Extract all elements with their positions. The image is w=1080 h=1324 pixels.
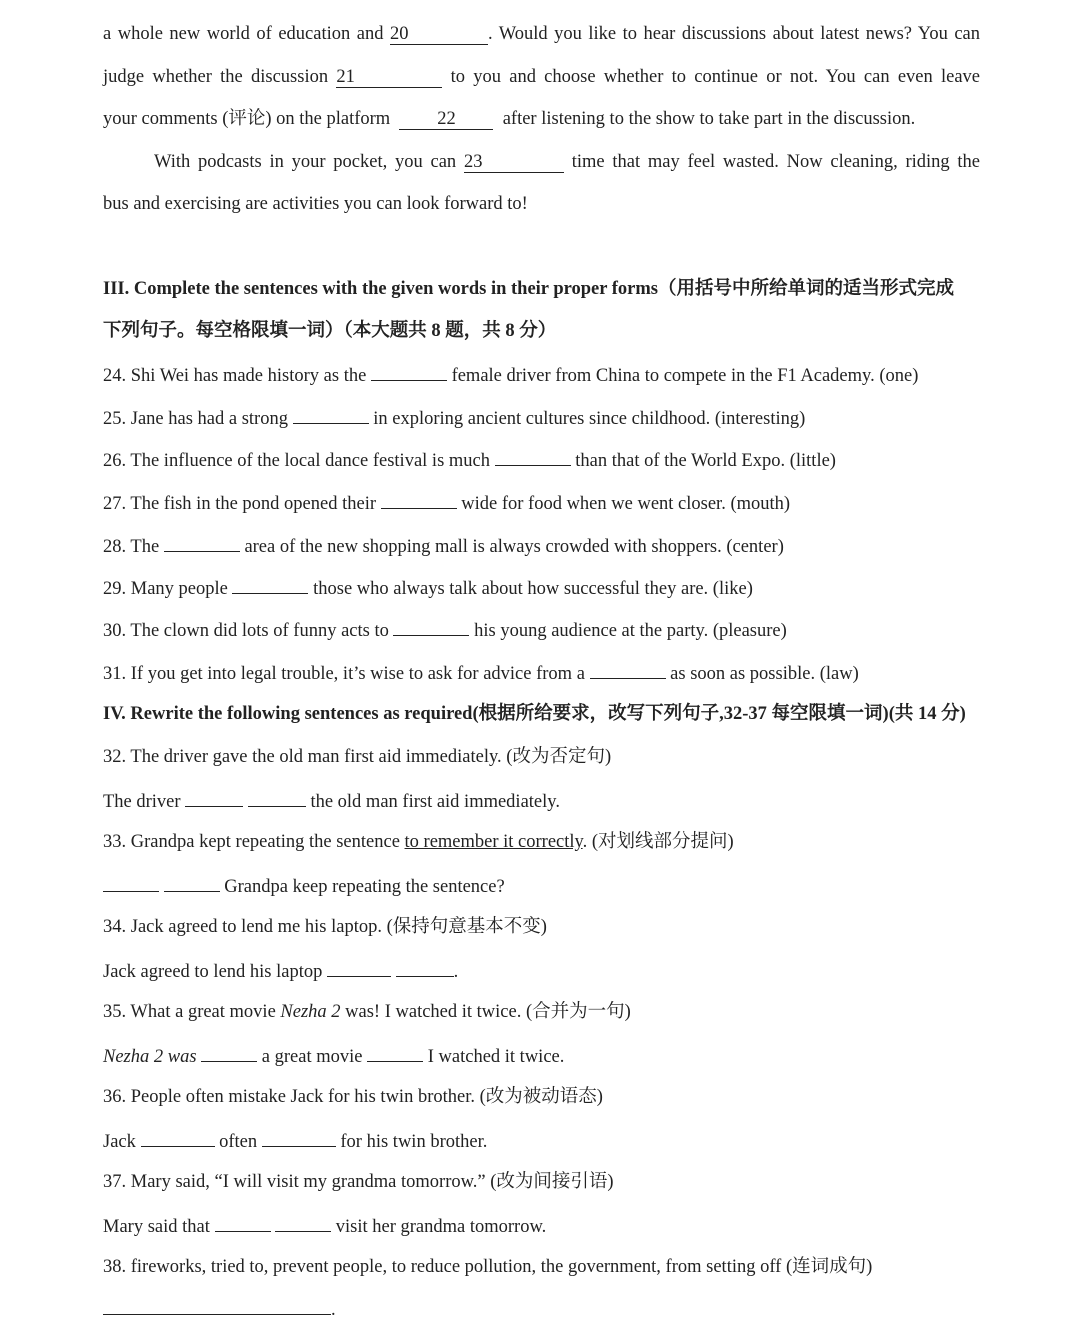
blank-22[interactable]: 22 [399,109,493,130]
question-text: was! I watched it twice. (合并为一句) [345,1002,631,1022]
answer-text: . [331,1300,336,1320]
answer-blank[interactable] [185,788,243,807]
passage-text: your comments (评论) on the platform [103,109,391,129]
answer-blank[interactable] [327,958,391,977]
question-text: area of the new shopping mall is always crowded with shoppers. (center) [244,537,784,557]
answer-38 [103,1296,980,1322]
question-text: as soon as possible. (law) [670,664,859,684]
answer-blank[interactable] [103,873,159,892]
question-text: wide for food when we went closer. (mouth) [461,494,791,514]
answer-34 [103,958,980,984]
passage-text: With podcasts in your pocket, you can [154,152,457,172]
answer-blank[interactable] [275,1213,331,1232]
question-32 [103,745,980,769]
answer-blank[interactable] [381,490,457,509]
question-37 [103,1170,980,1194]
answer-33 [103,873,980,899]
question-text: 33. Grandpa kept repeating the sentence [103,832,400,852]
section-3-heading-2 [103,319,980,343]
question-36 [103,1085,980,1109]
answer-blank[interactable] [164,533,240,552]
question-text: . (对划线部分提问) [582,832,734,852]
question-25 [103,405,980,431]
question-text: 36. People often mistake Jack for his twin brother. (改为被动语态) [103,1087,603,1107]
answer-32 [103,788,980,814]
passage-text: . Would you like to hear discussions about latest news? You can [487,24,980,44]
answer-blank[interactable] [396,958,454,977]
blank-21[interactable]: 21 [336,67,442,88]
answer-blank[interactable] [393,617,469,636]
movie-title: Nezha 2 [280,1002,341,1022]
answer-35 [103,1043,980,1069]
answer-text: Jack agreed to lend his laptop [103,962,323,982]
answer-blank[interactable] [495,447,571,466]
answer-blank[interactable] [248,788,306,807]
question-text: 27. The fish in the pond opened their [103,494,376,514]
question-34 [103,915,980,939]
question-38 [103,1255,980,1279]
section-3-heading [103,277,984,301]
answer-36 [103,1128,980,1154]
question-text: 32. The driver gave the old man first aid immediately. (改为否定句) [103,747,612,767]
question-text: 25. Jane has had a strong [103,409,288,429]
answer-blank[interactable] [367,1043,423,1062]
question-text: 28. The [103,537,160,557]
answer-text: The driver [103,792,181,812]
question-text: 31. If you get into legal trouble, it’s wise to ask for advice from a [103,664,585,684]
question-35 [103,1000,980,1024]
question-29 [103,575,980,601]
passage-text: after listening to the show to take part in the discussion. [502,109,916,129]
answer-text: I watched it twice. [427,1047,565,1067]
question-text: female driver from China to compete in the F1 Academy. (one) [451,366,919,386]
passage-line-5 [103,192,980,216]
question-text: those who always talk about how successful they are. (like) [313,579,753,599]
question-30 [103,617,980,643]
question-text: in exploring ancient cultures since childhood. (interesting) [373,409,806,429]
blank-23[interactable]: 23 [464,152,564,173]
question-31 [103,660,980,686]
answer-text: visit her grandma tomorrow. [335,1217,547,1237]
answer-blank[interactable] [232,575,308,594]
question-28 [103,533,980,559]
answer-blank[interactable] [164,873,220,892]
question-text: 26. The influence of the local dance festival is much [103,451,490,471]
question-text: 24. Shi Wei has made history as the [103,366,367,386]
question-27 [103,490,980,516]
question-text: 30. The clown did lots of funny acts to [103,621,389,641]
answer-text: the old man first aid immediately. [310,792,560,812]
question-text: 29. Many people [103,579,228,599]
section-3-heading-line-1: III. Complete the sentences with the given words in their proper forms（用括号中所给单词的适当形式完成 [103,279,954,299]
answer-text: Grandpa keep repeating the sentence? [224,877,505,897]
answer-text: . [453,962,459,982]
answer-text: Mary said that [103,1217,210,1237]
answer-37 [103,1213,980,1239]
passage-text: a whole new world of education and [103,24,384,44]
answer-text: Jack [103,1132,136,1152]
passage-line-2 [103,65,980,89]
question-24 [103,362,980,388]
passage-line-1 [103,22,980,46]
answer-text: for his twin brother. [340,1132,488,1152]
question-text: 37. Mary said, “I will visit my grandma tomorrow.” (改为间接引语) [103,1172,614,1192]
section-4-heading [103,702,990,726]
question-text: than that of the World Expo. (little) [575,451,836,471]
passage-text: judge whether the discussion [103,67,329,87]
passage-line-4 [154,150,980,174]
passage-text: time that may feel wasted. Now cleaning, riding the [571,152,981,172]
section-3-heading-line-2: 下列句子。每空格限填一词）（本大题共 8 题，共 8 分） [103,321,557,341]
question-26 [103,447,980,473]
answer-blank[interactable] [201,1043,257,1062]
passage-text: bus and exercising are activities you can look forward to! [103,194,528,214]
question-text: 35. What a great movie [103,1002,276,1022]
question-33 [103,830,980,854]
question-text: his young audience at the party. (pleasure) [474,621,787,641]
underlined-phrase: to remember it correctly [404,832,583,852]
passage-line-3 [103,107,980,131]
answer-text: a great movie [261,1047,363,1067]
answer-blank[interactable] [141,1128,215,1147]
answer-text: often [219,1132,258,1152]
question-text: 34. Jack agreed to lend me his laptop. (保持句意基本不变) [103,917,547,937]
passage-text: to you and choose whether to continue or not. You can even leave [450,67,981,87]
answer-blank[interactable] [590,660,666,679]
blank-20[interactable]: 20 [390,24,488,45]
answer-blank[interactable] [262,1128,336,1147]
answer-blank[interactable] [371,362,447,381]
answer-text: Nezha 2 was [103,1047,197,1067]
answer-blank[interactable] [103,1296,331,1315]
answer-blank[interactable] [293,405,369,424]
question-text: 38. fireworks, tried to, prevent people, to reduce pollution, the government, from setting off (连词成句) [103,1257,873,1277]
section-4-heading-text: IV. Rewrite the following sentences as required(根据所给要求，改写下列句子,32-37 每空限填一词)(共 14 分) [103,704,966,724]
answer-blank[interactable] [215,1213,271,1232]
